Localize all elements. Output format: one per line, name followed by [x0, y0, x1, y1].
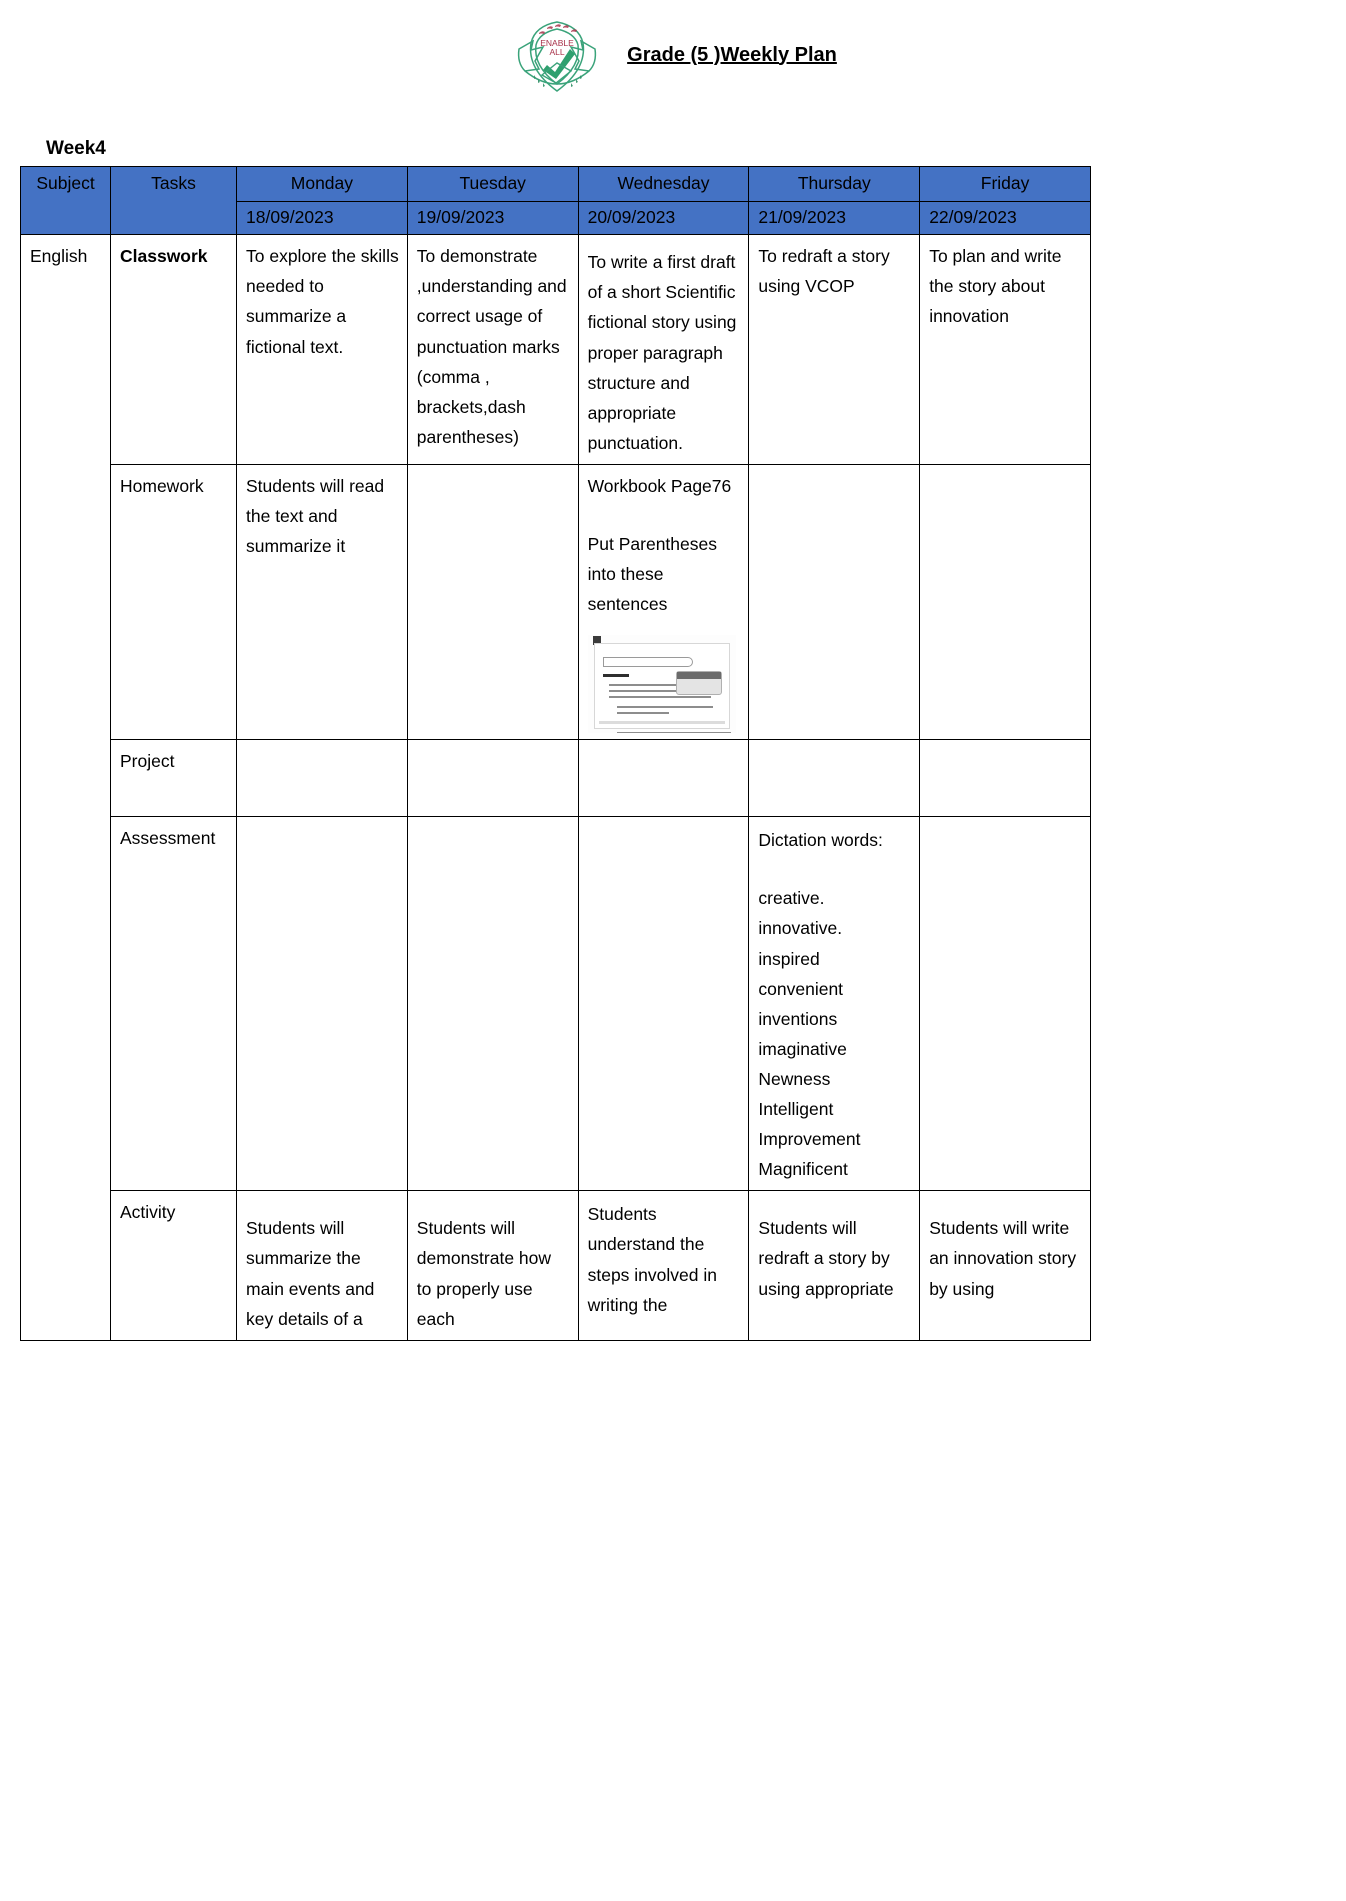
dictation-word: imaginative [758, 1038, 847, 1059]
cell-assessment-wednesday [578, 817, 749, 1191]
dictation-word: creative. [758, 888, 825, 909]
dictation-heading: Dictation words: [758, 830, 883, 851]
cell-project-friday [920, 740, 1091, 817]
cell-homework-tuesday [407, 464, 578, 739]
task-label-homework: Homework [111, 464, 237, 739]
cell-homework-thursday [749, 464, 920, 739]
date-monday: 18/09/2023 [237, 201, 408, 235]
date-tuesday: 19/09/2023 [407, 201, 578, 235]
worksheet-bullet-line [617, 732, 731, 733]
cell-homework-wednesday [578, 464, 749, 739]
cell-activity-wednesday: Students understand the steps involved in writing the [578, 1191, 749, 1340]
table-row-project [21, 740, 1091, 817]
homework-wednesday-line-2: Put Parentheses into these sentences [587, 534, 717, 615]
worksheet-section-pill [603, 657, 693, 667]
column-header-friday: Friday [920, 167, 1091, 202]
worksheet-text-line [609, 696, 711, 698]
logo-text-all: ALL [549, 47, 565, 57]
worksheet-footer-bar [599, 721, 725, 724]
task-label-project: Project [111, 740, 237, 817]
workbook-page-76-thumbnail [588, 635, 736, 733]
cell-classwork-tuesday: To demonstrate ,understanding and correct usage of punctuation marks (comma , brackets,dash parentheses) [407, 235, 578, 465]
table-row-activity [21, 1191, 1091, 1340]
worksheet-page [594, 643, 730, 729]
cell-activity-tuesday: Students will demonstrate how to properly use each [407, 1191, 578, 1340]
column-header-subject: Subject [21, 167, 111, 235]
weekly-plan-table [20, 166, 1091, 1341]
dictation-word: Improvement [758, 1129, 861, 1150]
subject-english: English [21, 235, 111, 1340]
worksheet-bullet-line [617, 706, 713, 708]
cell-classwork-monday: To explore the skills needed to summarize a fictional text. [237, 235, 408, 465]
dictation-word-list [758, 883, 911, 1184]
cell-classwork-wednesday: To write a first draft of a short Scientific fictional story using proper paragraph structure and appropriate punctuation. [578, 235, 749, 465]
logo-text-enable: ENABLE [540, 38, 574, 48]
date-friday: 22/09/2023 [920, 201, 1091, 235]
table-row-classwork [21, 235, 1091, 465]
dictation-word: Intelligent [758, 1099, 834, 1120]
cell-project-thursday [749, 740, 920, 817]
cell-assessment-friday [920, 817, 1091, 1191]
homework-wednesday-line-1: Workbook Page76 [587, 475, 732, 496]
cell-assessment-monday [237, 817, 408, 1191]
dictation-word: Magnificent [758, 1159, 848, 1180]
table-header [21, 167, 1091, 235]
cell-assessment-thursday [749, 817, 920, 1191]
task-label-classwork: Classwork [111, 235, 237, 465]
dictation-word: convenient [758, 978, 844, 999]
date-wednesday: 20/09/2023 [578, 201, 749, 235]
cell-activity-thursday: Students will redraft a story by using appropriate [749, 1191, 920, 1340]
table-body [21, 235, 1091, 1340]
dictation-word: Newness [758, 1068, 831, 1089]
column-header-thursday: Thursday [749, 167, 920, 202]
worksheet-bullet-line [617, 712, 669, 714]
cell-activity-monday: Students will summarize the main events and key details of a [237, 1191, 408, 1340]
cell-homework-friday [920, 464, 1091, 739]
table-row-homework [21, 464, 1091, 739]
date-thursday: 21/09/2023 [749, 201, 920, 235]
column-header-monday: Monday [237, 167, 408, 202]
column-header-tasks: Tasks [111, 167, 237, 235]
header-row-days [21, 167, 1091, 202]
page-title: Grade (5 )Weekly Plan [627, 43, 837, 66]
spacer [758, 855, 911, 883]
cell-classwork-thursday: To redraft a story using VCOP [749, 235, 920, 465]
cell-classwork-friday: To plan and write the story about innovation [920, 235, 1091, 465]
worksheet-focus-heading [603, 674, 629, 677]
task-label-activity: Activity [111, 1191, 237, 1340]
worksheet-key-word-box [676, 671, 722, 695]
cell-activity-friday: Students will write an innovation story by using [920, 1191, 1091, 1340]
column-header-tuesday: Tuesday [407, 167, 578, 202]
enable-all-school-logo [509, 13, 605, 99]
cell-homework-monday: Students will read the text and summarize it [237, 464, 408, 739]
weekly-plan-table-wrap [20, 166, 1090, 1341]
dictation-word: innovative. [758, 918, 843, 939]
cell-assessment-tuesday [407, 817, 578, 1191]
week-label: Week4 [46, 138, 106, 159]
column-header-wednesday: Wednesday [578, 167, 749, 202]
cell-project-monday [237, 740, 408, 817]
dictation-word: inspired [758, 948, 820, 969]
table-row-assessment [21, 817, 1091, 1191]
document-header [0, 0, 1346, 86]
task-label-assessment: Assessment [111, 817, 237, 1191]
cell-project-wednesday [578, 740, 749, 817]
dictation-word: inventions [758, 1008, 838, 1029]
cell-project-tuesday [407, 740, 578, 817]
worksheet-key-word-title [677, 672, 721, 679]
